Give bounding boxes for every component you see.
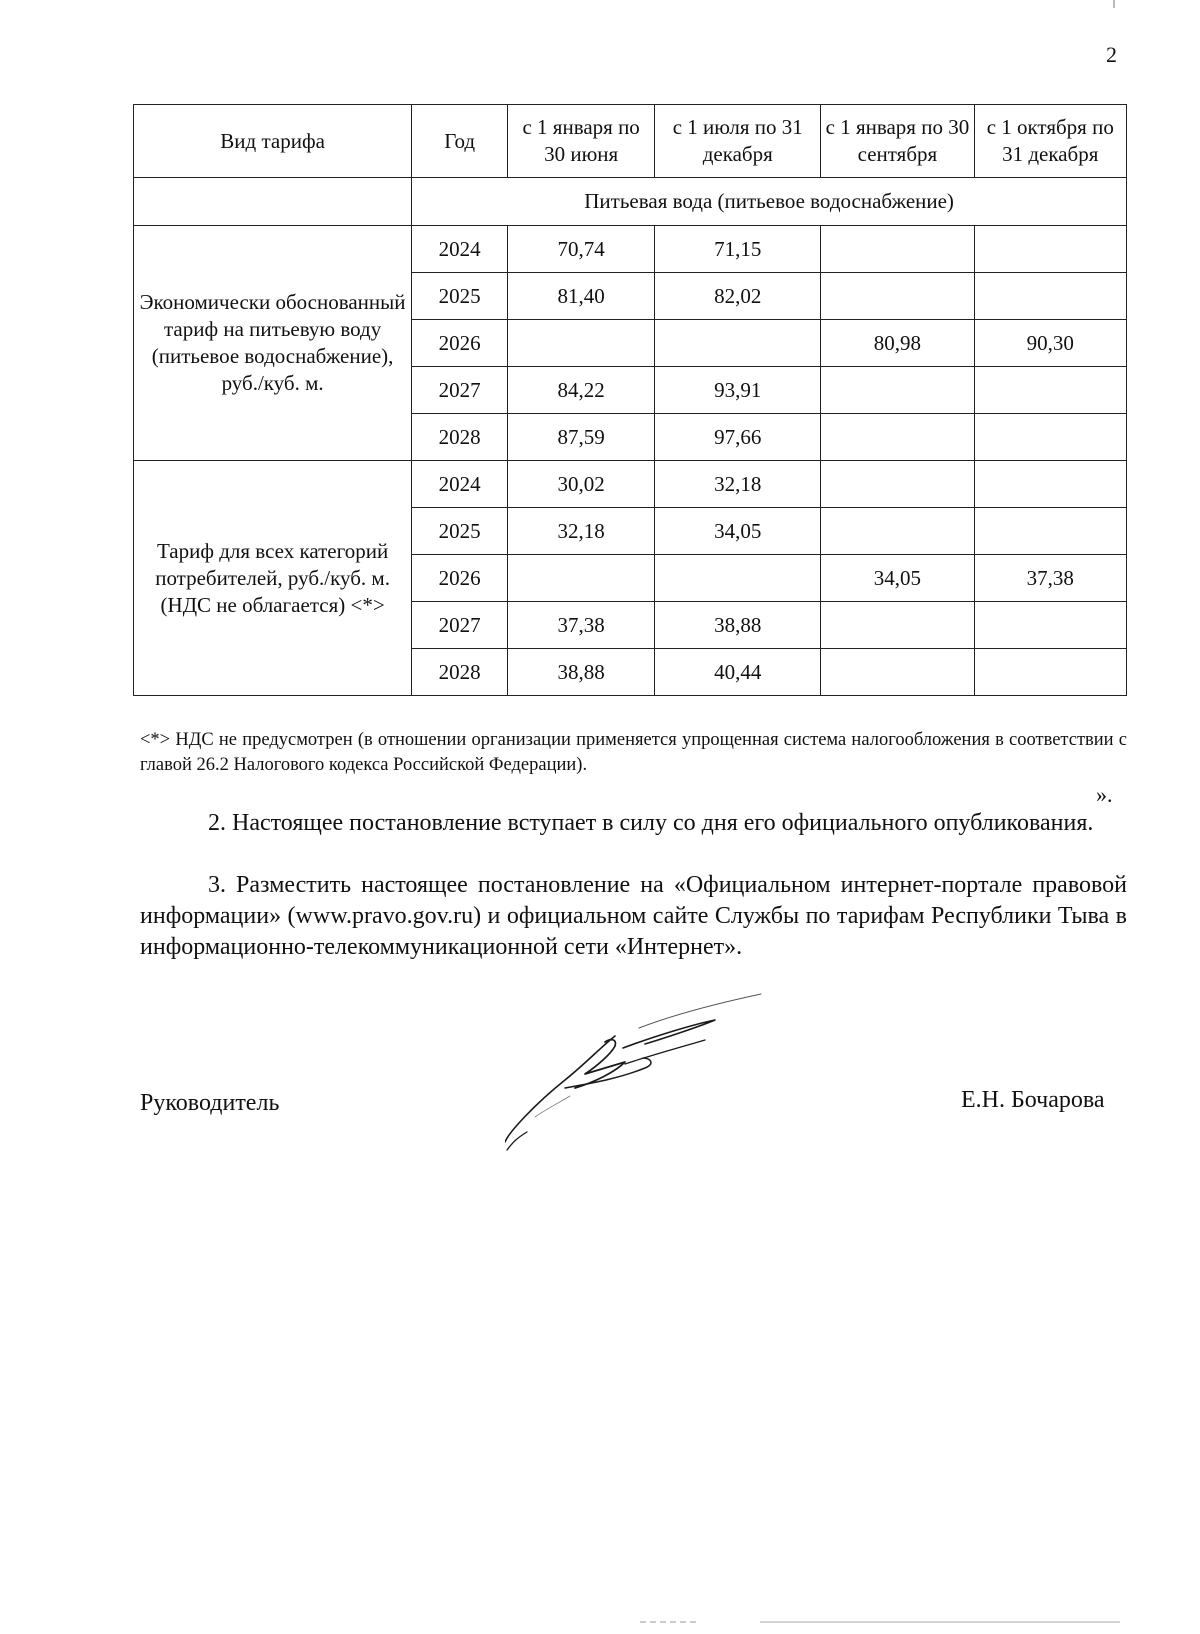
table-header-row bbox=[134, 105, 1127, 178]
value-cell: 37,38 bbox=[508, 602, 655, 649]
year-cell: 2024 bbox=[412, 461, 508, 508]
header-jan-sep: с 1 января по 30 сентября bbox=[821, 105, 974, 178]
header-year: Год bbox=[412, 105, 508, 178]
closing-quote: ». bbox=[1096, 782, 1113, 807]
value-cell: 34,05 bbox=[655, 508, 821, 555]
year-cell: 2028 bbox=[412, 414, 508, 461]
value-cell bbox=[508, 320, 655, 367]
value-cell bbox=[974, 649, 1126, 696]
year-cell: 2028 bbox=[412, 649, 508, 696]
section-title: Питьевая вода (питьевое водоснабжение) bbox=[412, 178, 1127, 226]
value-cell bbox=[974, 226, 1126, 273]
page-number: 2 bbox=[1106, 42, 1117, 67]
section-empty-cell bbox=[134, 178, 412, 226]
year-cell: 2026 bbox=[412, 555, 508, 602]
year-cell: 2026 bbox=[412, 320, 508, 367]
value-cell bbox=[821, 602, 974, 649]
header-jan-jun: с 1 января по 30 июня bbox=[508, 105, 655, 178]
value-cell bbox=[821, 414, 974, 461]
value-cell: 30,02 bbox=[508, 461, 655, 508]
value-cell: 82,02 bbox=[655, 273, 821, 320]
year-cell: 2027 bbox=[412, 367, 508, 414]
section-row bbox=[134, 178, 1127, 226]
table-row bbox=[134, 226, 1127, 273]
value-cell: 97,66 bbox=[655, 414, 821, 461]
value-cell: 71,15 bbox=[655, 226, 821, 273]
value-cell: 32,18 bbox=[655, 461, 821, 508]
value-cell bbox=[821, 367, 974, 414]
value-cell: 90,30 bbox=[974, 320, 1126, 367]
value-cell bbox=[974, 367, 1126, 414]
value-cell bbox=[821, 273, 974, 320]
value-cell bbox=[655, 555, 821, 602]
value-cell bbox=[974, 602, 1126, 649]
tariff-group-label: Тариф для всех категорий потребителей, руб./куб. м. (НДС не облагается) <*> bbox=[134, 461, 412, 696]
value-cell bbox=[974, 414, 1126, 461]
value-cell bbox=[821, 649, 974, 696]
handwritten-signature bbox=[505, 992, 795, 1157]
year-cell: 2024 bbox=[412, 226, 508, 273]
year-cell: 2025 bbox=[412, 508, 508, 555]
value-cell: 80,98 bbox=[821, 320, 974, 367]
value-cell bbox=[508, 555, 655, 602]
value-cell bbox=[655, 320, 821, 367]
value-cell bbox=[974, 461, 1126, 508]
scan-corner-mark bbox=[1113, 0, 1115, 8]
value-cell bbox=[974, 273, 1126, 320]
value-cell: 37,38 bbox=[974, 555, 1126, 602]
header-tariff-type: Вид тарифа bbox=[134, 105, 412, 178]
value-cell: 81,40 bbox=[508, 273, 655, 320]
header-jul-dec: с 1 июля по 31 декабря bbox=[655, 105, 821, 178]
value-cell: 38,88 bbox=[655, 602, 821, 649]
value-cell: 70,74 bbox=[508, 226, 655, 273]
signer-title: Руководитель bbox=[140, 1090, 280, 1116]
value-cell bbox=[974, 508, 1126, 555]
value-cell: 84,22 bbox=[508, 367, 655, 414]
scan-bottom-marks bbox=[640, 1620, 1120, 1624]
year-cell: 2027 bbox=[412, 602, 508, 649]
value-cell: 38,88 bbox=[508, 649, 655, 696]
value-cell bbox=[821, 508, 974, 555]
value-cell: 87,59 bbox=[508, 414, 655, 461]
table-row bbox=[134, 461, 1127, 508]
footnote: <*> НДС не предусмотрен (в отношении организации применяется упрощенная система налогообложения в соответствии с главой 26.2 Налогового кодекса Российской Федерации). bbox=[140, 730, 1127, 775]
value-cell: 40,44 bbox=[655, 649, 821, 696]
value-cell: 34,05 bbox=[821, 555, 974, 602]
tariff-table bbox=[133, 104, 1127, 696]
tariff-group-label: Экономически обоснованный тариф на питьевую воду (питьевое водоснабжение), руб./куб. м. bbox=[134, 226, 412, 461]
paragraph-2: 2. Настоящее постановление вступает в силу со дня его официального опубликования. bbox=[208, 810, 1094, 836]
paragraph-3: 3. Разместить настоящее постановление на «Официальном интернет-портале правовой информации» (www.pravo.gov.ru) и официальном сайте Службы по тарифам Республики Тыва в информационно-телекоммуникационной сети «Интернет». bbox=[140, 872, 1127, 960]
value-cell bbox=[821, 461, 974, 508]
header-oct-dec: с 1 октября по 31 декабря bbox=[974, 105, 1126, 178]
value-cell: 93,91 bbox=[655, 367, 821, 414]
value-cell: 32,18 bbox=[508, 508, 655, 555]
value-cell bbox=[821, 226, 974, 273]
signer-name: Е.Н. Бочарова bbox=[961, 1087, 1105, 1113]
year-cell: 2025 bbox=[412, 273, 508, 320]
